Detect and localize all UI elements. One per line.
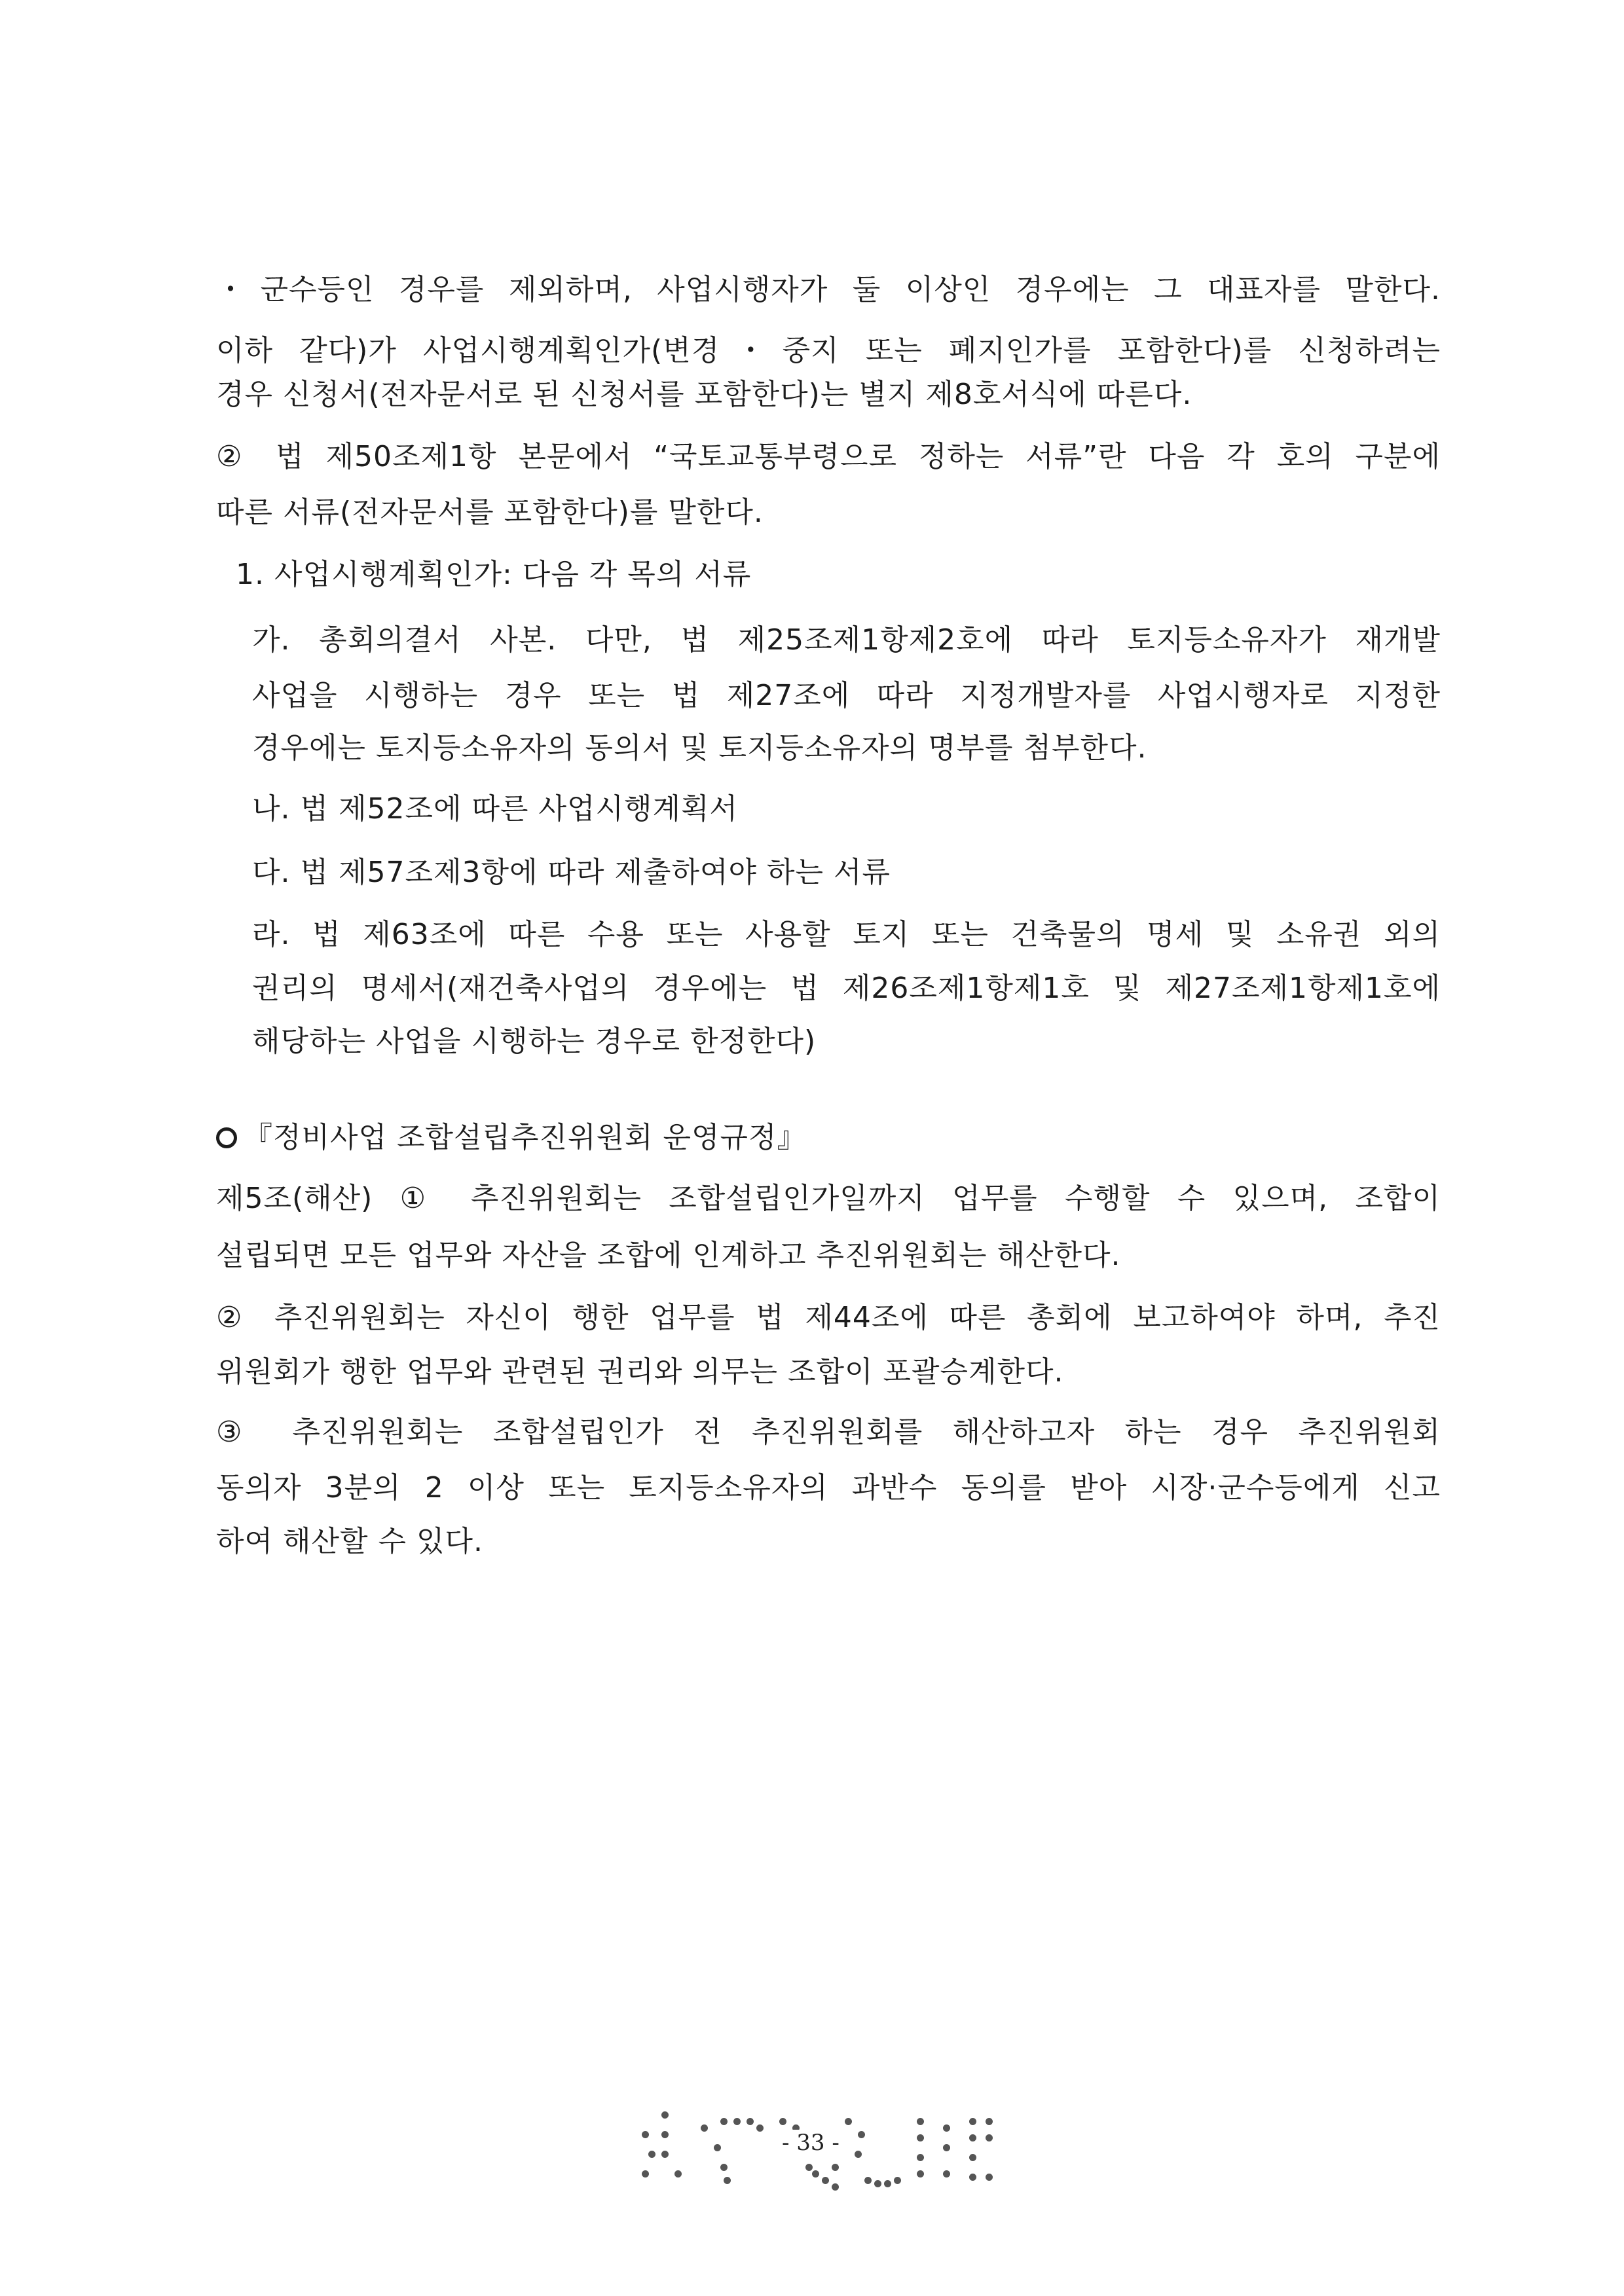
braille-dot (917, 2118, 924, 2125)
braille-dot (674, 2170, 682, 2178)
article-5-para-3-line-2: 동의자 3분의 2 이상 또는 토지등소유자의 과반수 동의를 받아 시장·군수등에게 신고 (216, 1471, 1441, 1504)
braille-dot (855, 2151, 862, 2158)
braille-dot (943, 2124, 950, 2132)
braille-dot (812, 2170, 819, 2178)
sub-item-ga-line-2: 사업을 시행하는 경우 또는 법 제27조에 따라 지정개발자를 사업시행자로 지정한 (252, 679, 1441, 712)
sub-item-ra-line-1: 라. 법 제63조에 따른 수용 또는 사용할 토지 또는 건축물의 명세 및 소유권 외의 (252, 918, 1441, 951)
article-5-line-2: 설립되면 모든 업무와 자산을 조합에 인계하고 추진위원회는 해산한다. (216, 1239, 1121, 1272)
braille-dot (756, 2124, 764, 2132)
braille-dot (724, 2177, 731, 2184)
section-heading (216, 1120, 807, 1156)
braille-dot (845, 2118, 852, 2125)
sub-item-da: 다. 법 제57조제3항에 따라 제출하여야 하는 서류 (252, 856, 891, 889)
braille-dot (832, 2183, 839, 2191)
braille-dot (720, 2118, 728, 2125)
braille-dot (747, 2118, 754, 2125)
braille-dot (986, 2118, 993, 2125)
article-5-line-1: 제5조(해산) ① 추진위원회는 조합설립인가일까지 업무를 수행할 수 있으며, 조합이 (216, 1182, 1441, 1215)
text-line-3: 경우 신청서(전자문서로 된 신청서를 포함한다)는 별지 제8호서식에 따른다. (216, 378, 1192, 411)
braille-dot (701, 2124, 708, 2132)
text-line-5: 따른 서류(전자문서를 포함한다)를 말한다. (216, 496, 764, 529)
braille-dot (822, 2177, 829, 2184)
sub-item-ra-line-2: 권리의 명세서(재건축사업의 경우에는 법 제26조제1항제1호 및 제27조제1항제1호에 (252, 972, 1441, 1005)
braille-dot (661, 2131, 669, 2138)
article-5-para-3-line-1: ③ 추진위원회는 조합설립인가 전 추진위원회를 해산하고자 하는 경우 추진위원회 (216, 1415, 1441, 1449)
section-heading-text: 『정비사업 조합설립추진위원회 운영규정』 (244, 1121, 807, 1154)
braille-dot (969, 2174, 976, 2181)
braille-dot (642, 2131, 649, 2138)
page-number: - 33 - (779, 2130, 842, 2156)
braille-dot (969, 2134, 976, 2141)
braille-dot (661, 2111, 669, 2119)
article-5-para-3-line-3: 하여 해산할 수 있다. (216, 1525, 483, 1558)
circle-bullet-icon (216, 1127, 237, 1148)
braille-dot (986, 2174, 993, 2181)
sub-item-ra-line-3: 해당하는 사업을 시행하는 경우로 한정한다) (252, 1025, 817, 1058)
sub-item-ga-line-3: 경우에는 토지등소유자의 동의서 및 토지등소유자의 명부를 첨부한다. (252, 731, 1147, 765)
text-line-2: 이하 같다)가 사업시행계획인가(변경・중지 또는 폐지인가를 포함한다)를 신청하려는 (216, 334, 1441, 367)
braille-dot (943, 2170, 950, 2178)
braille-dot (969, 2154, 976, 2161)
braille-dot (917, 2134, 924, 2141)
braille-dot (720, 2164, 728, 2171)
article-5-para-2-line-1: ② 추진위원회는 자신이 행한 업무를 법 제44조에 따른 총회에 보고하여야 하며, 추진 (216, 1301, 1441, 1334)
text-line-4: ② 법 제50조제1항 본문에서 “국토교통부령으로 정하는 서류”란 다음 각 호의 구분에 (216, 440, 1441, 473)
page-footer (635, 2105, 1028, 2203)
braille-dot (894, 2177, 901, 2184)
braille-dot (858, 2131, 865, 2138)
braille-dot (661, 2151, 669, 2158)
sub-item-ga-line-1: 가. 총회의결서 사본. 다만, 법 제25조제1항제2호에 따라 토지등소유자가 재개발 (252, 623, 1441, 657)
braille-dot (805, 2164, 813, 2171)
braille-dot (779, 2118, 786, 2125)
braille-dot (884, 2180, 891, 2187)
sub-item-na: 나. 법 제52조에 따른 사업시행계획서 (252, 792, 738, 826)
list-item-1: 1. 사업시행계획인가: 다음 각 목의 서류 (236, 558, 752, 591)
braille-dot (917, 2154, 924, 2161)
braille-dot (969, 2118, 976, 2125)
braille-dot (943, 2144, 950, 2151)
braille-dot (864, 2177, 872, 2184)
braille-dot (648, 2151, 655, 2158)
article-5-para-2-line-2: 위원회가 행한 업무와 관련된 권리와 의무는 조합이 포괄승계한다. (216, 1355, 1064, 1389)
braille-dot (874, 2180, 881, 2187)
braille-dot (832, 2164, 839, 2171)
braille-dot (733, 2118, 741, 2125)
braille-dot (917, 2170, 924, 2178)
text-line-1: ・군수등인 경우를 제외하며, 사업시행자가 둘 이상인 경우에는 그 대표자를 말한다. (216, 273, 1441, 306)
braille-dot (642, 2170, 649, 2178)
braille-dot (986, 2134, 993, 2141)
braille-dot (714, 2144, 721, 2151)
